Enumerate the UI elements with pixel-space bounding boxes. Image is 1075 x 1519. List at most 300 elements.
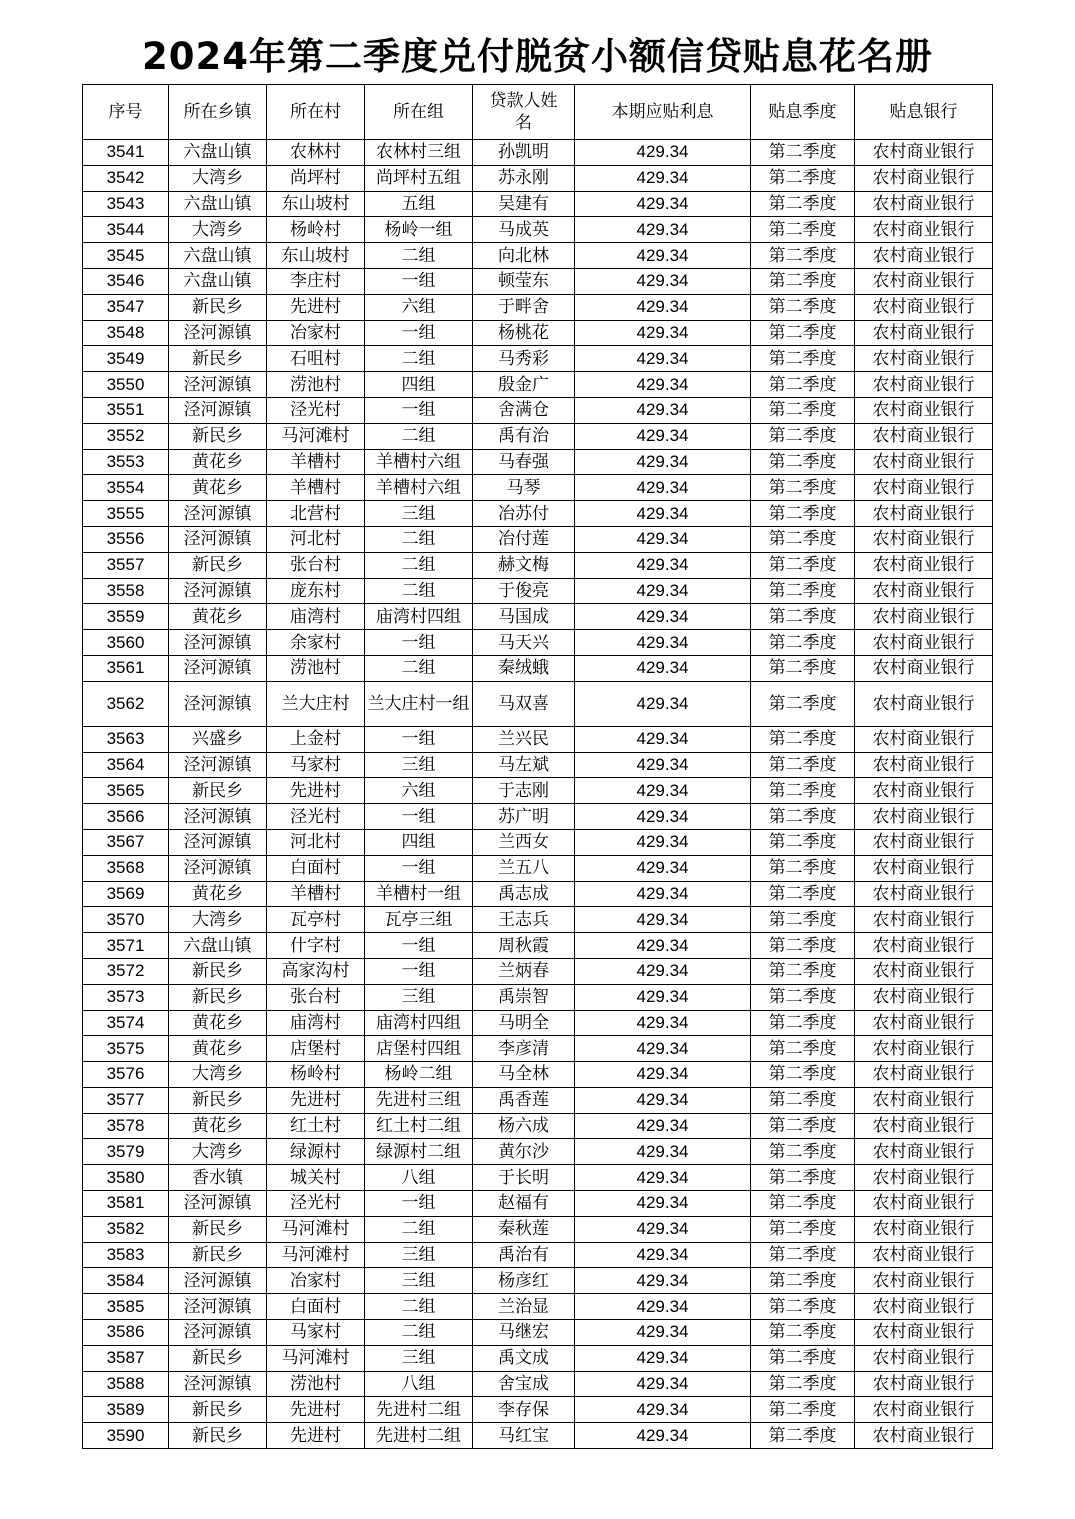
cell-bank: 农村商业银行 <box>855 1320 993 1346</box>
cell-bank: 农村商业银行 <box>855 804 993 830</box>
cell-serial: 3563 <box>83 726 169 752</box>
cell-quarter: 第二季度 <box>751 1113 855 1139</box>
cell-village: 李庄村 <box>267 268 365 294</box>
cell-village: 绿源村 <box>267 1139 365 1165</box>
cell-borrower-name: 兰炳春 <box>473 958 575 984</box>
cell-group: 五组 <box>365 191 473 217</box>
cell-serial: 3551 <box>83 397 169 423</box>
subsidy-roster-table <box>82 84 993 1449</box>
cell-village: 羊槽村 <box>267 449 365 475</box>
cell-bank: 农村商业银行 <box>855 984 993 1010</box>
cell-township: 新民乡 <box>169 423 267 449</box>
cell-quarter: 第二季度 <box>751 933 855 959</box>
cell-serial: 3581 <box>83 1191 169 1217</box>
cell-interest-amount: 429.34 <box>575 630 751 656</box>
cell-borrower-name: 舍宝成 <box>473 1371 575 1397</box>
cell-village: 上金村 <box>267 726 365 752</box>
cell-quarter: 第二季度 <box>751 165 855 191</box>
cell-serial: 3562 <box>83 681 169 726</box>
table-row <box>83 1345 993 1371</box>
cell-serial: 3558 <box>83 578 169 604</box>
cell-township: 新民乡 <box>169 1423 267 1449</box>
cell-village: 河北村 <box>267 526 365 552</box>
cell-interest-amount: 429.34 <box>575 881 751 907</box>
cell-interest-amount: 429.34 <box>575 1268 751 1294</box>
cell-bank: 农村商业银行 <box>855 1087 993 1113</box>
cell-borrower-name: 马春强 <box>473 449 575 475</box>
cell-group: 二组 <box>365 423 473 449</box>
cell-interest-amount: 429.34 <box>575 1423 751 1449</box>
table-row <box>83 655 993 681</box>
table-row <box>83 604 993 630</box>
table-row <box>83 397 993 423</box>
cell-quarter: 第二季度 <box>751 655 855 681</box>
cell-bank: 农村商业银行 <box>855 423 993 449</box>
cell-interest-amount: 429.34 <box>575 1113 751 1139</box>
cell-quarter: 第二季度 <box>751 1371 855 1397</box>
cell-interest-amount: 429.34 <box>575 501 751 527</box>
cell-village: 余家村 <box>267 630 365 656</box>
cell-quarter: 第二季度 <box>751 372 855 398</box>
cell-township: 大湾乡 <box>169 217 267 243</box>
cell-serial: 3590 <box>83 1423 169 1449</box>
cell-township: 大湾乡 <box>169 1139 267 1165</box>
cell-group: 二组 <box>365 1216 473 1242</box>
cell-quarter: 第二季度 <box>751 346 855 372</box>
cell-borrower-name: 黄尔沙 <box>473 1139 575 1165</box>
cell-township: 六盘山镇 <box>169 933 267 959</box>
cell-village: 冶家村 <box>267 1268 365 1294</box>
cell-township: 新民乡 <box>169 1397 267 1423</box>
cell-serial: 3561 <box>83 655 169 681</box>
cell-serial: 3567 <box>83 829 169 855</box>
cell-interest-amount: 429.34 <box>575 804 751 830</box>
cell-bank: 农村商业银行 <box>855 1345 993 1371</box>
cell-serial: 3552 <box>83 423 169 449</box>
table-row <box>83 501 993 527</box>
cell-village: 杨岭村 <box>267 1062 365 1088</box>
cell-group: 三组 <box>365 1268 473 1294</box>
cell-serial: 3553 <box>83 449 169 475</box>
table-row <box>83 243 993 269</box>
cell-bank: 农村商业银行 <box>855 726 993 752</box>
cell-serial: 3584 <box>83 1268 169 1294</box>
table-row <box>83 681 993 726</box>
cell-township: 泾河源镇 <box>169 1191 267 1217</box>
cell-village: 涝池村 <box>267 1371 365 1397</box>
cell-borrower-name: 兰治显 <box>473 1294 575 1320</box>
cell-village: 马家村 <box>267 752 365 778</box>
cell-quarter: 第二季度 <box>751 320 855 346</box>
table-row <box>83 165 993 191</box>
cell-bank: 农村商业银行 <box>855 268 993 294</box>
cell-borrower-name: 马天兴 <box>473 630 575 656</box>
cell-borrower-name: 顿莹东 <box>473 268 575 294</box>
cell-borrower-name: 马全林 <box>473 1062 575 1088</box>
cell-borrower-name: 向北林 <box>473 243 575 269</box>
table-row <box>83 1320 993 1346</box>
cell-interest-amount: 429.34 <box>575 449 751 475</box>
cell-group: 一组 <box>365 630 473 656</box>
cell-bank: 农村商业银行 <box>855 881 993 907</box>
cell-village: 河北村 <box>267 829 365 855</box>
cell-township: 新民乡 <box>169 1242 267 1268</box>
cell-serial: 3555 <box>83 501 169 527</box>
cell-borrower-name: 周秋霞 <box>473 933 575 959</box>
cell-interest-amount: 429.34 <box>575 855 751 881</box>
table-row <box>83 1397 993 1423</box>
cell-quarter: 第二季度 <box>751 526 855 552</box>
cell-quarter: 第二季度 <box>751 604 855 630</box>
table-row <box>83 1010 993 1036</box>
cell-borrower-name: 马秀彩 <box>473 346 575 372</box>
cell-serial: 3546 <box>83 268 169 294</box>
cell-bank: 农村商业银行 <box>855 1036 993 1062</box>
cell-borrower-name: 苏永刚 <box>473 165 575 191</box>
cell-bank: 农村商业银行 <box>855 1216 993 1242</box>
cell-borrower-name: 禹有治 <box>473 423 575 449</box>
cell-group: 杨岭一组 <box>365 217 473 243</box>
cell-village: 高家沟村 <box>267 958 365 984</box>
cell-bank: 农村商业银行 <box>855 681 993 726</box>
cell-township: 泾河源镇 <box>169 372 267 398</box>
cell-serial: 3579 <box>83 1139 169 1165</box>
cell-quarter: 第二季度 <box>751 449 855 475</box>
cell-borrower-name: 赫文梅 <box>473 552 575 578</box>
cell-bank: 农村商业银行 <box>855 294 993 320</box>
cell-borrower-name: 禹治有 <box>473 1242 575 1268</box>
cell-borrower-name: 秦秋莲 <box>473 1216 575 1242</box>
cell-group: 羊槽村六组 <box>365 449 473 475</box>
cell-township: 六盘山镇 <box>169 268 267 294</box>
cell-township: 新民乡 <box>169 1345 267 1371</box>
cell-quarter: 第二季度 <box>751 1294 855 1320</box>
cell-group: 店堡村四组 <box>365 1036 473 1062</box>
cell-group: 二组 <box>365 552 473 578</box>
cell-group: 羊槽村一组 <box>365 881 473 907</box>
cell-township: 泾河源镇 <box>169 804 267 830</box>
cell-group: 三组 <box>365 984 473 1010</box>
cell-interest-amount: 429.34 <box>575 1397 751 1423</box>
cell-interest-amount: 429.34 <box>575 1191 751 1217</box>
cell-interest-amount: 429.34 <box>575 1010 751 1036</box>
table-row <box>83 346 993 372</box>
cell-serial: 3549 <box>83 346 169 372</box>
cell-serial: 3574 <box>83 1010 169 1036</box>
cell-interest-amount: 429.34 <box>575 1242 751 1268</box>
cell-bank: 农村商业银行 <box>855 1371 993 1397</box>
cell-borrower-name: 于俊亮 <box>473 578 575 604</box>
cell-village: 东山坡村 <box>267 191 365 217</box>
cell-group: 三组 <box>365 501 473 527</box>
cell-village: 马家村 <box>267 1320 365 1346</box>
cell-township: 六盘山镇 <box>169 140 267 166</box>
cell-township: 新民乡 <box>169 984 267 1010</box>
cell-quarter: 第二季度 <box>751 217 855 243</box>
cell-township: 新民乡 <box>169 346 267 372</box>
table-row <box>83 578 993 604</box>
cell-interest-amount: 429.34 <box>575 1165 751 1191</box>
cell-quarter: 第二季度 <box>751 1268 855 1294</box>
header-row <box>83 85 993 140</box>
cell-serial: 3587 <box>83 1345 169 1371</box>
cell-interest-amount: 429.34 <box>575 191 751 217</box>
cell-village: 涝池村 <box>267 372 365 398</box>
cell-borrower-name: 禹崇智 <box>473 984 575 1010</box>
cell-quarter: 第二季度 <box>751 1139 855 1165</box>
cell-serial: 3582 <box>83 1216 169 1242</box>
table-row <box>83 320 993 346</box>
cell-interest-amount: 429.34 <box>575 217 751 243</box>
cell-group: 尚坪村五组 <box>365 165 473 191</box>
cell-interest-amount: 429.34 <box>575 475 751 501</box>
cell-quarter: 第二季度 <box>751 630 855 656</box>
cell-village: 什字村 <box>267 933 365 959</box>
cell-interest-amount: 429.34 <box>575 1371 751 1397</box>
cell-group: 二组 <box>365 243 473 269</box>
cell-bank: 农村商业银行 <box>855 855 993 881</box>
cell-borrower-name: 马红宝 <box>473 1423 575 1449</box>
table-row <box>83 630 993 656</box>
cell-interest-amount: 429.34 <box>575 907 751 933</box>
table-row <box>83 1062 993 1088</box>
table-row <box>83 372 993 398</box>
cell-serial: 3576 <box>83 1062 169 1088</box>
table-row <box>83 1165 993 1191</box>
table-row <box>83 1294 993 1320</box>
cell-quarter: 第二季度 <box>751 1397 855 1423</box>
cell-township: 黄花乡 <box>169 604 267 630</box>
cell-borrower-name: 舍满仓 <box>473 397 575 423</box>
table-row <box>83 881 993 907</box>
cell-interest-amount: 429.34 <box>575 140 751 166</box>
table-row <box>83 778 993 804</box>
cell-serial: 3585 <box>83 1294 169 1320</box>
cell-group: 二组 <box>365 655 473 681</box>
cell-township: 黄花乡 <box>169 1036 267 1062</box>
cell-bank: 农村商业银行 <box>855 140 993 166</box>
cell-village: 张台村 <box>267 984 365 1010</box>
cell-village: 白面村 <box>267 1294 365 1320</box>
cell-bank: 农村商业银行 <box>855 1165 993 1191</box>
cell-borrower-name: 兰西女 <box>473 829 575 855</box>
cell-borrower-name: 马国成 <box>473 604 575 630</box>
cell-group: 一组 <box>365 958 473 984</box>
header-bank: 贴息银行 <box>855 85 993 140</box>
cell-borrower-name: 马成英 <box>473 217 575 243</box>
table-row <box>83 907 993 933</box>
table-row <box>83 475 993 501</box>
cell-bank: 农村商业银行 <box>855 217 993 243</box>
cell-serial: 3578 <box>83 1113 169 1139</box>
cell-village: 尚坪村 <box>267 165 365 191</box>
cell-village: 先进村 <box>267 1397 365 1423</box>
cell-serial: 3586 <box>83 1320 169 1346</box>
cell-bank: 农村商业银行 <box>855 604 993 630</box>
cell-group: 六组 <box>365 294 473 320</box>
cell-quarter: 第二季度 <box>751 1242 855 1268</box>
cell-interest-amount: 429.34 <box>575 243 751 269</box>
table-row <box>83 1087 993 1113</box>
cell-quarter: 第二季度 <box>751 958 855 984</box>
cell-bank: 农村商业银行 <box>855 449 993 475</box>
cell-bank: 农村商业银行 <box>855 1294 993 1320</box>
cell-interest-amount: 429.34 <box>575 1216 751 1242</box>
cell-serial: 3568 <box>83 855 169 881</box>
cell-bank: 农村商业银行 <box>855 578 993 604</box>
table-row <box>83 140 993 166</box>
cell-quarter: 第二季度 <box>751 501 855 527</box>
cell-village: 涝池村 <box>267 655 365 681</box>
cell-village: 马河滩村 <box>267 423 365 449</box>
cell-group: 二组 <box>365 578 473 604</box>
cell-quarter: 第二季度 <box>751 907 855 933</box>
table-row <box>83 552 993 578</box>
cell-borrower-name: 殷金广 <box>473 372 575 398</box>
cell-interest-amount: 429.34 <box>575 165 751 191</box>
cell-group: 兰大庄村一组 <box>365 681 473 726</box>
cell-group: 三组 <box>365 1242 473 1268</box>
cell-group: 三组 <box>365 1345 473 1371</box>
cell-village: 兰大庄村 <box>267 681 365 726</box>
table-row <box>83 268 993 294</box>
cell-bank: 农村商业银行 <box>855 526 993 552</box>
cell-borrower-name: 于志刚 <box>473 778 575 804</box>
cell-township: 新民乡 <box>169 294 267 320</box>
cell-borrower-name: 兰五八 <box>473 855 575 881</box>
cell-township: 泾河源镇 <box>169 1268 267 1294</box>
cell-village: 石咀村 <box>267 346 365 372</box>
cell-quarter: 第二季度 <box>751 191 855 217</box>
cell-group: 瓦亭三组 <box>365 907 473 933</box>
cell-township: 泾河源镇 <box>169 752 267 778</box>
cell-serial: 3580 <box>83 1165 169 1191</box>
table-row <box>83 526 993 552</box>
cell-township: 泾河源镇 <box>169 1320 267 1346</box>
cell-interest-amount: 429.34 <box>575 1294 751 1320</box>
table-row <box>83 1371 993 1397</box>
cell-bank: 农村商业银行 <box>855 655 993 681</box>
table-row <box>83 217 993 243</box>
cell-township: 泾河源镇 <box>169 501 267 527</box>
cell-serial: 3588 <box>83 1371 169 1397</box>
cell-township: 六盘山镇 <box>169 243 267 269</box>
cell-serial: 3557 <box>83 552 169 578</box>
cell-quarter: 第二季度 <box>751 578 855 604</box>
header-serial: 序号 <box>83 85 169 140</box>
cell-quarter: 第二季度 <box>751 881 855 907</box>
cell-serial: 3556 <box>83 526 169 552</box>
cell-village: 瓦亭村 <box>267 907 365 933</box>
cell-township: 兴盛乡 <box>169 726 267 752</box>
cell-quarter: 第二季度 <box>751 752 855 778</box>
cell-quarter: 第二季度 <box>751 1087 855 1113</box>
cell-bank: 农村商业银行 <box>855 165 993 191</box>
cell-bank: 农村商业银行 <box>855 1397 993 1423</box>
cell-interest-amount: 429.34 <box>575 552 751 578</box>
cell-group: 八组 <box>365 1371 473 1397</box>
table-row <box>83 1139 993 1165</box>
cell-group: 一组 <box>365 855 473 881</box>
table-row <box>83 752 993 778</box>
cell-quarter: 第二季度 <box>751 1191 855 1217</box>
cell-bank: 农村商业银行 <box>855 958 993 984</box>
cell-interest-amount: 429.34 <box>575 604 751 630</box>
cell-village: 庙湾村 <box>267 604 365 630</box>
cell-township: 新民乡 <box>169 1087 267 1113</box>
table-row <box>83 984 993 1010</box>
cell-township: 新民乡 <box>169 1216 267 1242</box>
cell-village: 先进村 <box>267 778 365 804</box>
cell-interest-amount: 429.34 <box>575 1139 751 1165</box>
cell-quarter: 第二季度 <box>751 681 855 726</box>
cell-bank: 农村商业银行 <box>855 346 993 372</box>
table-row <box>83 1423 993 1449</box>
cell-serial: 3541 <box>83 140 169 166</box>
cell-serial: 3573 <box>83 984 169 1010</box>
cell-township: 大湾乡 <box>169 907 267 933</box>
header-village: 所在村 <box>267 85 365 140</box>
cell-serial: 3583 <box>83 1242 169 1268</box>
cell-township: 泾河源镇 <box>169 397 267 423</box>
cell-quarter: 第二季度 <box>751 1320 855 1346</box>
cell-group: 一组 <box>365 397 473 423</box>
table-row <box>83 1191 993 1217</box>
cell-township: 泾河源镇 <box>169 320 267 346</box>
table-row <box>83 423 993 449</box>
cell-borrower-name: 孙凯明 <box>473 140 575 166</box>
cell-serial: 3548 <box>83 320 169 346</box>
cell-village: 冶家村 <box>267 320 365 346</box>
cell-quarter: 第二季度 <box>751 726 855 752</box>
cell-serial: 3570 <box>83 907 169 933</box>
table-row <box>83 1216 993 1242</box>
cell-township: 泾河源镇 <box>169 681 267 726</box>
cell-group: 一组 <box>365 933 473 959</box>
cell-group: 二组 <box>365 526 473 552</box>
cell-quarter: 第二季度 <box>751 1345 855 1371</box>
cell-group: 羊槽村六组 <box>365 475 473 501</box>
cell-borrower-name: 于长明 <box>473 1165 575 1191</box>
cell-quarter: 第二季度 <box>751 804 855 830</box>
cell-bank: 农村商业银行 <box>855 1010 993 1036</box>
cell-group: 先进村二组 <box>365 1423 473 1449</box>
header-township: 所在乡镇 <box>169 85 267 140</box>
cell-bank: 农村商业银行 <box>855 630 993 656</box>
cell-township: 泾河源镇 <box>169 1371 267 1397</box>
table-row <box>83 1242 993 1268</box>
cell-interest-amount: 429.34 <box>575 726 751 752</box>
cell-village: 先进村 <box>267 1423 365 1449</box>
cell-township: 黄花乡 <box>169 1010 267 1036</box>
cell-township: 泾河源镇 <box>169 829 267 855</box>
cell-group: 杨岭二组 <box>365 1062 473 1088</box>
cell-borrower-name: 苏广明 <box>473 804 575 830</box>
cell-group: 红土村二组 <box>365 1113 473 1139</box>
cell-township: 泾河源镇 <box>169 1294 267 1320</box>
cell-interest-amount: 429.34 <box>575 958 751 984</box>
table-body <box>83 140 993 1449</box>
cell-interest-amount: 429.34 <box>575 578 751 604</box>
cell-borrower-name: 禹文成 <box>473 1345 575 1371</box>
cell-group: 二组 <box>365 346 473 372</box>
cell-interest-amount: 429.34 <box>575 1087 751 1113</box>
cell-bank: 农村商业银行 <box>855 907 993 933</box>
cell-village: 红土村 <box>267 1113 365 1139</box>
cell-borrower-name: 王志兵 <box>473 907 575 933</box>
cell-quarter: 第二季度 <box>751 475 855 501</box>
cell-borrower-name: 马双喜 <box>473 681 575 726</box>
